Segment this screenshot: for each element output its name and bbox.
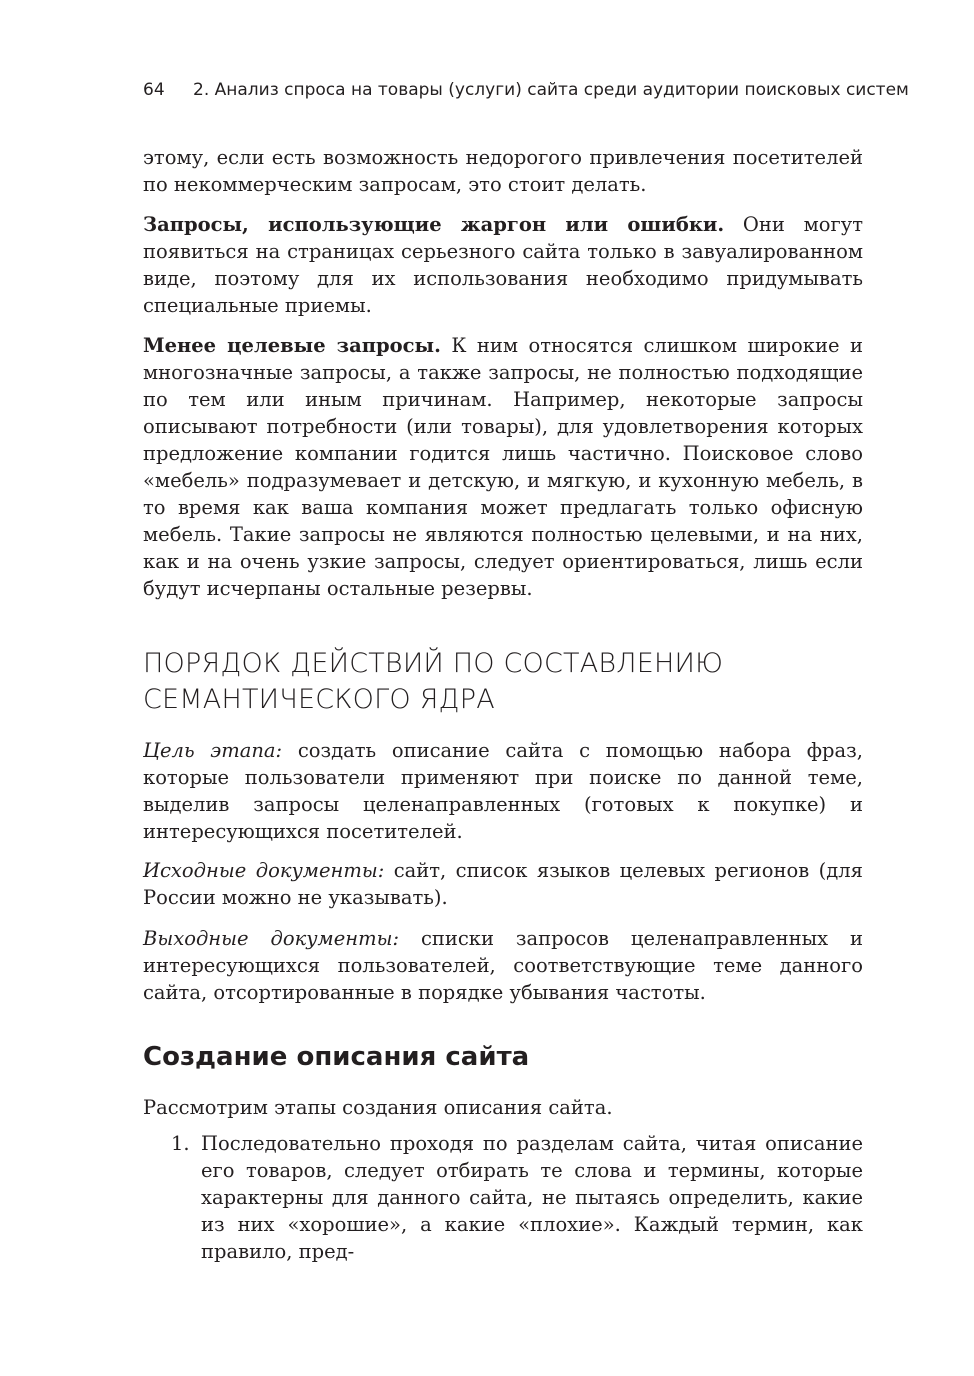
input-documents-label: Исходные документы:: [143, 859, 385, 882]
stage-goal: [143, 737, 863, 845]
input-documents-text: сайт, список языков целевых регионов (для России можно не указывать).: [143, 859, 863, 909]
subsection-intro: [143, 1094, 863, 1121]
paragraph-text: этому, если есть возможность недорогого привлечения посетителей по некоммерческим запросам, это стоит делать.: [143, 146, 863, 196]
subsection-heading: Создание описания сайта: [143, 1042, 530, 1072]
running-head: [143, 78, 909, 102]
paragraph-text: К ним относятся слишком широкие и многозначные запросы, а также запросы, не полностью подходящие по тем или иным причинам. Например, некоторые запросы описывают потребности (или товары), для удовлетворения которых предложение компании годится лишь частично. Поисковое слово «мебель» подразумевает и детскую, и мягкую, и кухонную мебель, в то время как ваша компания может предлагать только офисную мебель. Такие запросы не являются полностью целевыми, и на них, как и на очень узкие запросы, следует ориентироваться, лишь если будут исчерпаны остальные резервы.: [143, 334, 863, 600]
section-heading-line-2: СЕМАНТИЧЕСКОГО ЯДРА: [143, 684, 495, 715]
section-heading: [143, 646, 863, 718]
section-heading-line-1: ПОРЯДОК ДЕЙСТВИЙ ПО СОСТАВЛЕНИЮ: [143, 648, 724, 679]
term-heading: Запросы, использующие жаргон или ошибки.: [143, 213, 725, 236]
term-heading: Менее целевые запросы.: [143, 334, 441, 357]
paragraph-less-targeted-queries: [143, 332, 863, 602]
output-documents-label: Выходные документы:: [143, 927, 400, 950]
output-documents-text: списки запросов целенаправленных и интересующихся пользователей, соответствующие теме данного сайта, отсортированные в порядке убывания частоты.: [143, 927, 863, 1004]
stage-goal-label: Цель этапа:: [143, 739, 283, 762]
list-item-number: 1.: [171, 1132, 190, 1155]
list-item-text: Последовательно проходя по разделам сайта, читая описание его товаров, следует отбирать те слова и термины, которые характерны для данного сайта, не пытаясь определить, какие из них «хорошие», а какие «плохие». Каждый термин, как правило, пред-: [201, 1132, 863, 1263]
stage-goal-text: создать описание сайта с помощью набора фраз, которые пользователи применяют при поиске по данной теме, выделив запросы целенаправленных (готовых к покупке) и интересующихся посетителей.: [143, 739, 863, 843]
paragraph-text: Они могут появиться на страницах серьезного сайта только в завуалированном виде, поэтому для их использования необходимо придумывать специальные приемы.: [143, 213, 863, 317]
chapter-title: 2. Анализ спроса на товары (услуги) сайта среди аудитории поисковых систем: [193, 80, 909, 100]
page-number: 64: [143, 80, 165, 100]
stage-input-documents: [143, 857, 863, 911]
intro-text: Рассмотрим этапы создания описания сайта.: [143, 1096, 613, 1119]
stage-output-documents: [143, 925, 863, 1006]
paragraph-continuation: [143, 144, 863, 198]
paragraph-jargon-queries: [143, 211, 863, 319]
